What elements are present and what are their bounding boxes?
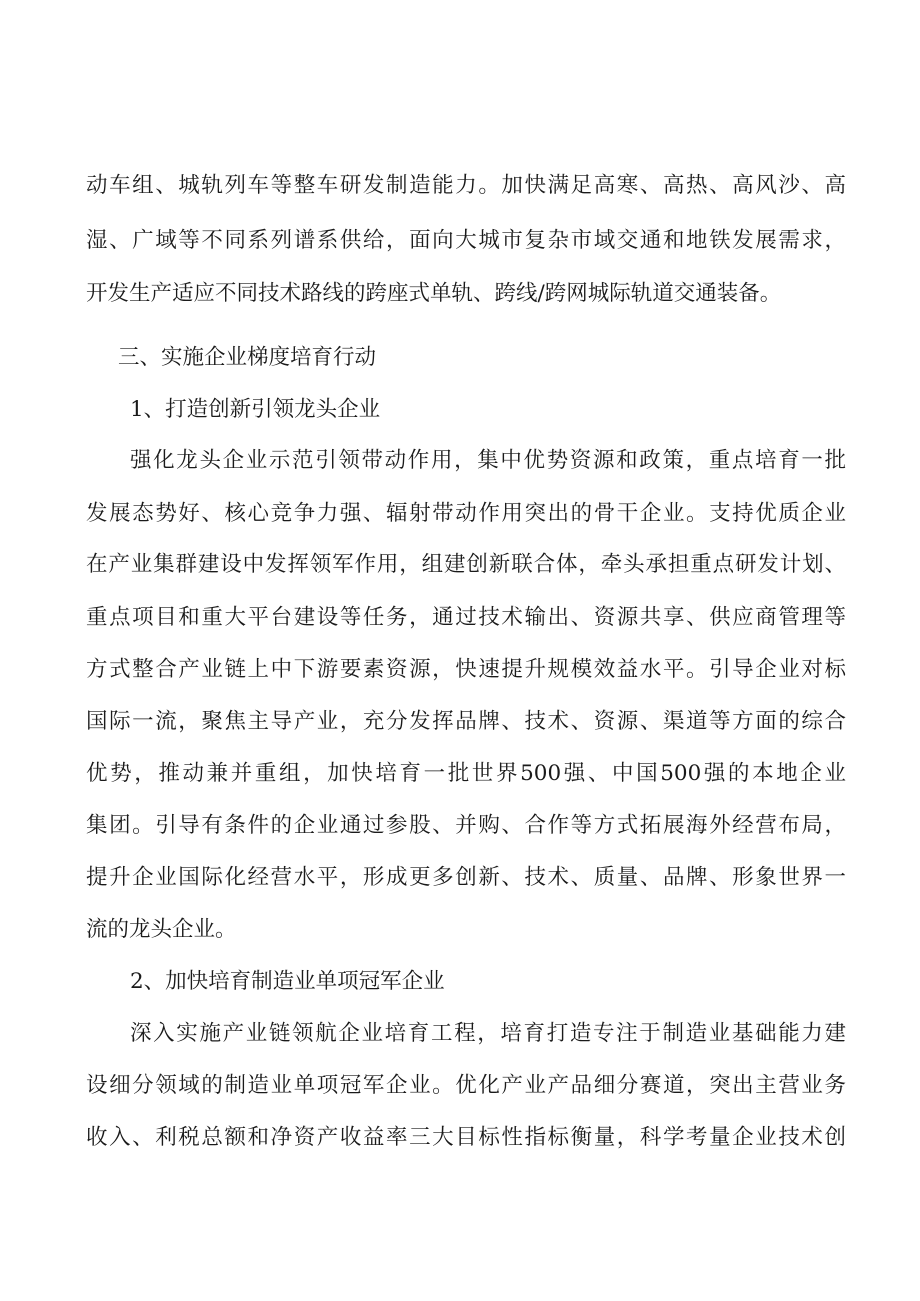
paragraph-line: 收入、利税总额和净资产收益率三大目标性指标衡量，科学考量企业技术创	[86, 1125, 846, 1150]
paragraph-line: 优势，推动兼并重组，加快培育一批世界500强、中国500强的本地企业	[86, 761, 846, 786]
paragraph-line: 湿、广域等不同系列谱系供给，面向大城市复杂市域交通和地铁发展需求，	[86, 228, 846, 253]
paragraph-line: 强化龙头企业示范引领带动作用，集中优势资源和政策，重点培育一批	[130, 448, 846, 473]
paragraph-line: 在产业集群建设中发挥领军作用，组建创新联合体，牵头承担重点研发计划、	[86, 552, 846, 577]
paragraph-line: 国际一流，聚焦主导产业，充分发挥品牌、技术、资源、渠道等方面的综合	[86, 709, 846, 734]
subsection-heading: 2、加快培育制造业单项冠军企业	[130, 969, 445, 994]
paragraph-line: 流的龙头企业。	[86, 917, 237, 942]
section-heading: 三、实施企业梯度培育行动	[118, 345, 377, 370]
subsection-heading: 1、打造创新引领龙头企业	[130, 397, 381, 422]
paragraph-line: 发展态势好、核心竞争力强、辐射带动作用突出的骨干企业。支持优质企业	[86, 501, 846, 526]
paragraph-line: 开发生产适应不同技术路线的跨座式单轨、跨线/跨网城际轨道交通装备。	[86, 281, 782, 306]
paragraph-line: 集团。引导有条件的企业通过参股、并购、合作等方式拓展海外经营布局，	[86, 813, 846, 838]
paragraph-line: 提升企业国际化经营水平，形成更多创新、技术、质量、品牌、形象世界一	[86, 865, 846, 890]
paragraph-line: 设细分领域的制造业单项冠军企业。优化产业产品细分赛道，突出主营业务	[86, 1073, 846, 1098]
paragraph-line: 动车组、城轨列车等整车研发制造能力。加快满足高寒、高热、高风沙、高	[86, 173, 846, 198]
paragraph-line: 深入实施产业链领航企业培育工程，培育打造专注于制造业基础能力建	[130, 1021, 846, 1046]
paragraph-line: 方式整合产业链上中下游要素资源，快速提升规模效益水平。引导企业对标	[86, 657, 846, 682]
paragraph-line: 重点项目和重大平台建设等任务，通过技术输出、资源共享、供应商管理等	[86, 605, 846, 630]
